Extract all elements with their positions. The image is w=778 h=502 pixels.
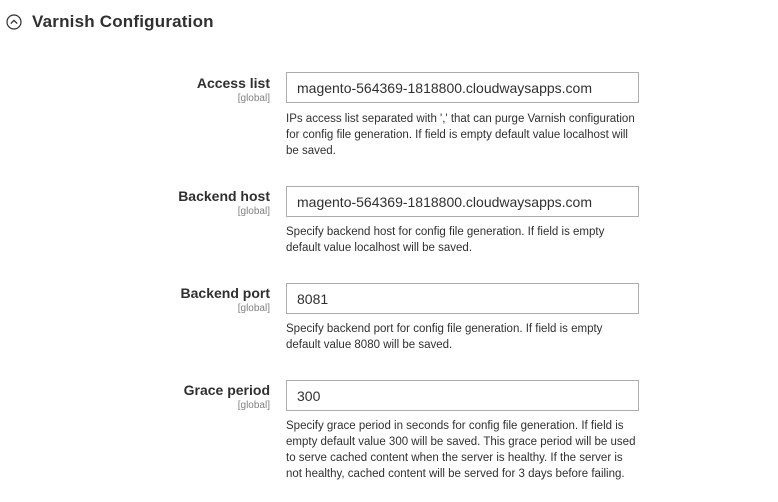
grace-period-input[interactable] xyxy=(286,380,639,411)
access-list-label: Access list xyxy=(196,75,270,91)
access-list-input[interactable] xyxy=(286,72,639,103)
access-list-label-block xyxy=(197,74,270,105)
grace-period-label-block xyxy=(184,381,270,412)
backend-host-note: Specify backend host for config file generation. If field is empty default value localhost will be saved. xyxy=(286,226,605,254)
backend-host-label: Backend host xyxy=(178,188,270,204)
grace-period-label: Grace period xyxy=(183,382,270,398)
grace-period-note: Specify grace period in seconds for config file generation. If field is empty default value 300 will be saved. This grace period will be used to serve cached content when the server is healthy. If the server is not healthy, cached content will be served for 3 days before failing. xyxy=(286,420,636,480)
backend-port-label: Backend port xyxy=(180,285,270,301)
backend-port-note: Specify backend port for config file generation. If field is empty default value 8080 will be saved. xyxy=(286,323,603,351)
backend-host-input[interactable] xyxy=(286,186,639,217)
access-list-scope: [global] xyxy=(237,93,270,104)
collapse-circle-icon[interactable] xyxy=(6,14,22,30)
section-header[interactable] xyxy=(6,8,214,36)
backend-port-scope: [global] xyxy=(237,303,270,314)
section-title: Varnish Configuration xyxy=(32,12,214,31)
backend-host-label-block xyxy=(178,187,270,218)
backend-host-scope: [global] xyxy=(237,206,270,217)
grace-period-scope: [global] xyxy=(237,400,270,411)
backend-port-label-block xyxy=(181,284,270,315)
backend-port-input[interactable] xyxy=(286,283,639,314)
access-list-note: IPs access list separated with ',' that can purge Varnish configuration for config file generation. If field is empty default value localhost will be saved. xyxy=(286,113,635,157)
